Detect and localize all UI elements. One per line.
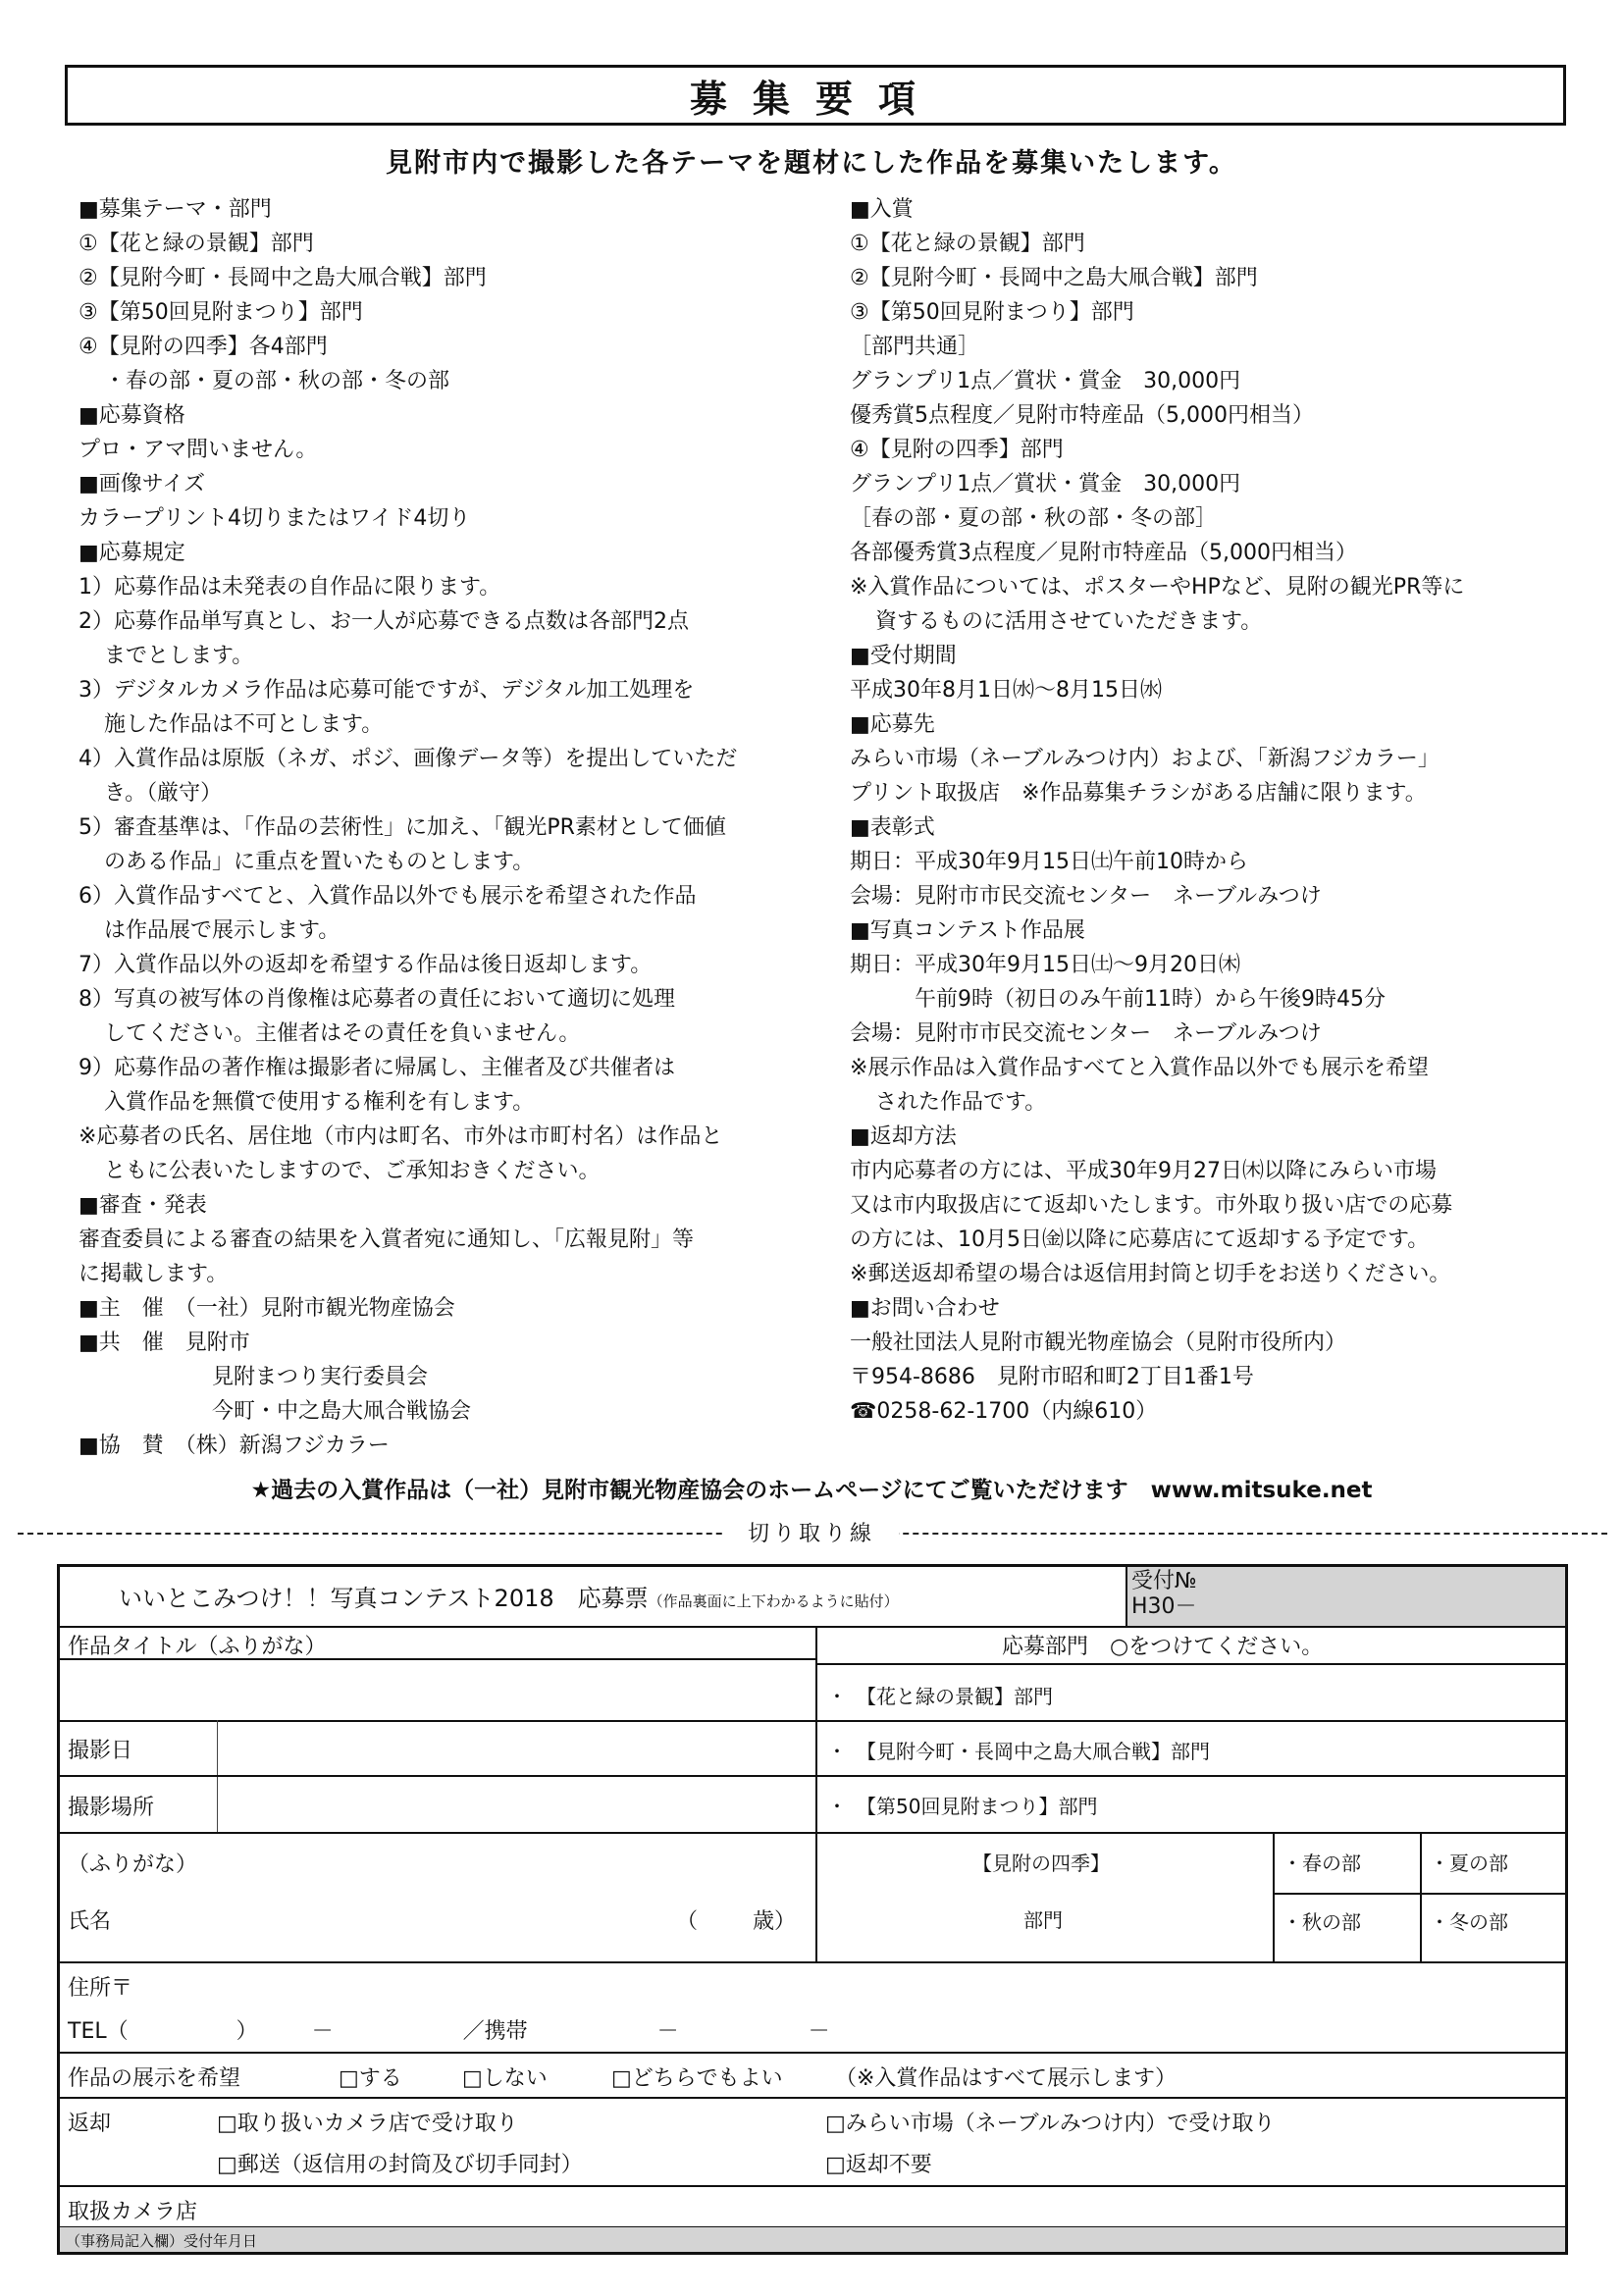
name-label: 氏名 xyxy=(68,1909,112,1934)
left-column-line: 8）写真の被写体の肖像権は応募者の責任において適切に処理 xyxy=(79,987,675,1012)
right-column-line: ■入賞 xyxy=(850,197,914,222)
return-option-camera-store[interactable]: □取り扱いカメラ店で受け取り xyxy=(217,2112,518,2136)
left-column-line: のある作品」に重点を置いたものとします。 xyxy=(104,850,535,874)
divider xyxy=(60,2185,1565,2187)
left-column-line: までとします。 xyxy=(104,644,254,668)
right-column xyxy=(850,192,1576,1429)
category-option-1[interactable]: ・ 【花と緑の景観】部門 xyxy=(827,1685,1053,1708)
furigana-label: （ふりがな） xyxy=(68,1852,198,1877)
right-column-line: ②【見附今町・長岡中之島大凧合戦】部門 xyxy=(850,266,1258,290)
age-close: 歳） xyxy=(753,1909,797,1934)
right-column-line: ■表彰式 xyxy=(850,815,935,840)
right-column-line: ①【花と緑の景観】部門 xyxy=(850,232,1085,256)
left-column-line: ■応募資格 xyxy=(79,403,185,428)
right-column-line: 平成30年8月1日㈬～8月15日㈬ xyxy=(850,678,1162,703)
left-column-line: ④【見附の四季】各4部門 xyxy=(79,335,328,359)
right-column-line: ④【見附の四季】部門 xyxy=(850,438,1064,462)
right-column-line: ③【第50回見附まつり】部門 xyxy=(850,300,1134,325)
intro-text: 見附市内で撮影した各テーマを題材にした作品を募集いたします。 xyxy=(386,148,1237,179)
divider xyxy=(1420,1832,1422,1961)
right-column-line: ※展示作品は入賞作品すべてと入賞作品以外でも展示を希望 xyxy=(850,1056,1429,1080)
page-title: 募集要項 xyxy=(689,77,941,121)
left-column-line: 3）デジタルカメラ作品は応募可能ですが、デジタル加工処理を xyxy=(79,678,695,703)
divider xyxy=(60,2052,1565,2054)
left-column-line: 審査委員による審査の結果を入賞者宛に通知し、「広報見附」等 xyxy=(79,1227,695,1252)
right-column-line: 各部優秀賞3点程度／見附市特産品（5,000円相当） xyxy=(850,541,1357,565)
left-column-line: 4）入賞作品は原版（ネガ、ポジ、画像データ等）を提出していただ xyxy=(79,747,738,771)
right-column-line: 資するものに活用させていただきます。 xyxy=(875,609,1263,634)
display-no[interactable]: □しない xyxy=(462,2066,548,2091)
divider xyxy=(1273,1832,1275,1961)
left-column-line: ■主 催 （一社）見附市観光物産協会 xyxy=(79,1296,455,1321)
return-option-mirai[interactable]: □みらい市場（ネーブルみつけ内）で受け取り xyxy=(825,2112,1276,2136)
right-column-line: プリント取扱店 ※作品募集チラシがある店舗に限ります。 xyxy=(850,781,1427,806)
left-column-line: ともに公表いたしますので、ご承知おきください。 xyxy=(104,1159,601,1183)
left-column-line: ■共 催 見附市 xyxy=(79,1331,250,1355)
tel-label: TEL（ ） － ／携帯 － － xyxy=(68,2019,830,2044)
right-column-line: 会場：見附市市民交流センター ネーブルみつけ xyxy=(850,884,1322,909)
form-title-wrap xyxy=(119,1579,899,1613)
right-column-line: グランプリ1点／賞状・賞金 30,000円 xyxy=(850,472,1241,496)
divider xyxy=(60,1658,815,1660)
left-column-line: 施した作品は不可とします。 xyxy=(104,712,384,737)
right-column-line: ■応募先 xyxy=(850,712,935,737)
left-column-line: 2）応募作品単写真とし、お一人が応募できる点数は各部門2点 xyxy=(79,609,689,634)
right-column-line: 〒954-8686 見附市昭和町2丁目1番1号 xyxy=(850,1365,1254,1389)
right-column-line: された作品です。 xyxy=(875,1090,1047,1115)
right-column-line: ■返却方法 xyxy=(850,1124,957,1149)
right-column-line: 又は市内取扱店にて返却いたします。市外取り扱い店での応募 xyxy=(850,1193,1453,1218)
left-column-line: 9）応募作品の著作権は撮影者に帰属し、主催者及び共催者は xyxy=(79,1056,675,1080)
receipt-no: 受付№ xyxy=(1131,1569,1197,1593)
divider xyxy=(60,1832,1565,1834)
display-label: 作品の展示を希望 xyxy=(68,2066,241,2091)
season-suffix: 部門 xyxy=(1023,1908,1063,1932)
right-column-line: ※入賞作品については、ポスターやHPなど、見附の観光PR等に xyxy=(850,575,1465,600)
left-column-line: ①【花と緑の景観】部門 xyxy=(79,232,314,256)
address-label: 住所〒 xyxy=(68,1976,133,2001)
camera-store-label: 取扱カメラ店 xyxy=(68,2200,198,2224)
left-column-line: に掲載します。 xyxy=(79,1262,229,1286)
left-column-line: ■画像サイズ xyxy=(79,472,206,496)
return-option-mail[interactable]: □郵送（返信用の封筒及び切手同封） xyxy=(217,2153,583,2177)
left-column xyxy=(79,192,805,1463)
right-column-line: 期日：平成30年9月15日㈯午前10時から xyxy=(850,850,1248,874)
right-column-line: ※郵送返却希望の場合は返信用封筒と切手をお送りください。 xyxy=(850,1262,1451,1286)
footer-note: ★過去の入賞作品は（一社）見附市観光物産協会のホームページにてご覧いただけます www.mitsuke.net xyxy=(250,1478,1373,1503)
left-column-line: プロ・アマ問いません。 xyxy=(79,438,318,462)
left-column-line: ②【見附今町・長岡中之島大凧合戦】部門 xyxy=(79,266,487,290)
divider xyxy=(1273,1893,1565,1895)
left-column-line: 入賞作品を無償で使用する権利を有します。 xyxy=(104,1090,535,1115)
right-column-line: ［部門共通］ xyxy=(850,335,980,359)
right-column-line: ■写真コンテスト作品展 xyxy=(850,918,1085,943)
right-column-line: 期日：平成30年9月15日㈯～9月20日㈭ xyxy=(850,953,1240,977)
left-column-line: ※応募者の氏名、居住地（市内は町名、市外は市町村名）は作品と xyxy=(79,1124,723,1149)
divider xyxy=(1126,1567,1127,1626)
left-column-line: 7）入賞作品以外の返却を希望する作品は後日返却します。 xyxy=(79,953,653,977)
age-open: （ xyxy=(676,1909,699,1934)
season-spring[interactable]: ・春の部 xyxy=(1283,1852,1361,1875)
display-note: （※入賞作品はすべて展示します） xyxy=(835,2066,1177,2091)
season-summer[interactable]: ・夏の部 xyxy=(1430,1852,1508,1875)
category-option-3[interactable]: ・ 【第50回見附まつり】部門 xyxy=(827,1795,1098,1818)
office-use-label: （事務局記入欄）受付年月日 xyxy=(66,2232,258,2250)
receipt-prefix: H30－ xyxy=(1131,1594,1197,1619)
shooting-date-label: 撮影日 xyxy=(68,1739,133,1763)
receipt-label xyxy=(1131,1569,1197,1620)
left-column-line: 5）審査基準は、「作品の芸術性」に加え、「観光PR素材として価値 xyxy=(79,815,726,840)
left-column-line: 6）入賞作品すべてと、入賞作品以外でも展示を希望された作品 xyxy=(79,884,697,909)
right-column-line: 優秀賞5点程度／見附市特産品（5,000円相当） xyxy=(850,403,1314,428)
right-column-line: 会場：見附市市民交流センター ネーブルみつけ xyxy=(850,1021,1322,1046)
right-column-line: 午前9時（初日のみ午前11時）から午後9時45分 xyxy=(915,987,1386,1012)
heading-box xyxy=(65,65,1566,126)
right-column-line: ■お問い合わせ xyxy=(850,1296,1000,1321)
cut-label: 切り取り線 xyxy=(724,1522,899,1546)
cut-label-wrap xyxy=(0,1517,1623,1547)
left-column-line: ■審査・発表 xyxy=(79,1193,207,1218)
divider xyxy=(60,1720,1565,1722)
divider xyxy=(60,2097,1565,2099)
return-option-none[interactable]: □返却不要 xyxy=(825,2153,932,2177)
divider xyxy=(815,1626,817,1961)
season-label: 【見附の四季】 xyxy=(972,1852,1110,1875)
category-option-2[interactable]: ・ 【見附今町・長岡中之島大凧合戦】部門 xyxy=(827,1740,1210,1763)
right-column-line: の方には、10月5日㈮以降に応募店にて返却する予定です。 xyxy=(850,1227,1430,1252)
right-column-line: ［春の部・夏の部・秋の部・冬の部］ xyxy=(850,506,1218,531)
left-column-line: ■協 賛 （株）新潟フジカラー xyxy=(79,1434,390,1458)
return-label: 返却 xyxy=(68,2112,112,2136)
divider xyxy=(60,1775,1565,1777)
season-winter[interactable]: ・冬の部 xyxy=(1430,1910,1508,1934)
right-column-line: 市内応募者の方には、平成30年9月27日㈭以降にみらい市場 xyxy=(850,1159,1437,1183)
divider xyxy=(815,1663,1565,1665)
right-column-line: ■受付期間 xyxy=(850,644,957,668)
right-column-line: ☎0258-62-1700（内線610） xyxy=(850,1399,1158,1424)
left-column-line: ■募集テーマ・部門 xyxy=(79,197,272,222)
work-title-label: 作品タイトル（ふりがな） xyxy=(68,1635,327,1659)
right-column-line: みらい市場（ネーブルみつけ内）および、「新潟フジカラー」 xyxy=(850,747,1440,771)
entry-form xyxy=(57,1564,1568,2255)
left-column-line: ■応募規定 xyxy=(79,541,185,565)
season-autumn[interactable]: ・秋の部 xyxy=(1283,1910,1361,1934)
display-either[interactable]: □どちらでもよい xyxy=(611,2066,783,2091)
left-column-line: は作品展で展示します。 xyxy=(104,918,340,943)
right-column-line: 一般社団法人見附市観光物産協会（見附市役所内） xyxy=(850,1331,1347,1355)
office-use-area xyxy=(60,2227,1565,2252)
left-column-line: 見附まつり実行委員会 xyxy=(212,1365,429,1389)
display-yes[interactable]: □する xyxy=(339,2066,402,2091)
divider xyxy=(60,1961,1565,1963)
left-column-line: してください。主催者はその責任を負いません。 xyxy=(104,1021,581,1046)
left-column-line: 今町・中之島大凧合戦協会 xyxy=(212,1399,472,1424)
form-title-note: （作品裏面に上下わかるように貼付） xyxy=(648,1592,899,1610)
form-title: いいとこみつけ！！写真コンテスト2018 応募票 xyxy=(119,1585,649,1612)
left-column-line: き。（厳守） xyxy=(104,781,223,806)
right-column-line: グランプリ1点／賞状・賞金 30,000円 xyxy=(850,369,1241,393)
left-column-line: カラープリント4切りまたはワイド4切り xyxy=(79,506,471,531)
divider xyxy=(60,1626,1565,1628)
shooting-place-label: 撮影場所 xyxy=(68,1796,155,1820)
left-column-line: ・春の部・夏の部・秋の部・冬の部 xyxy=(104,369,450,393)
left-column-line: ③【第50回見附まつり】部門 xyxy=(79,300,363,325)
category-header: 応募部門 ○をつけてください。 xyxy=(1002,1635,1324,1659)
left-column-line: 1）応募作品は未発表の自作品に限ります。 xyxy=(79,575,501,600)
